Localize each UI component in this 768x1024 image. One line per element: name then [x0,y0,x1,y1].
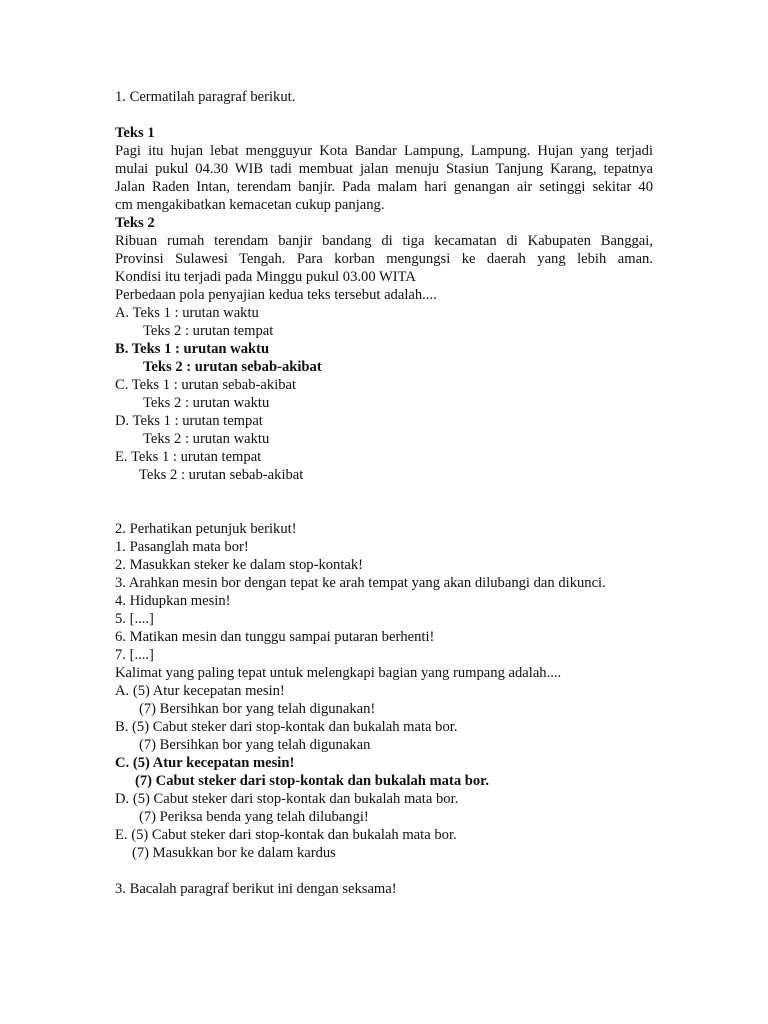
q2-intro: 2. Perhatikan petunjuk berikut! [115,521,297,537]
spacer [115,862,653,880]
q2-option-c-answer: C. (5) Atur kecepatan mesin! [115,755,295,771]
q1-option-d-sub: Teks 2 : urutan waktu [143,431,270,447]
q1-question: Perbedaan pola penyajian kedua teks tersebut adalah.... [115,287,437,303]
q2-step: 7. [....] [115,647,154,663]
spacer [115,484,653,502]
q2-option-c-answer-sub: (7) Cabut steker dari stop-kontak dan bukalah mata bor. [135,773,489,789]
q2-step: 5. [....] [115,611,154,627]
q2-option-e-sub: (7) Masukkan bor ke dalam kardus [132,845,336,861]
q1-teks1-line: Jalan Raden Intan, terendam banjir. Pada malam hari genangan air setinggi sekitar 40 [115,179,653,195]
q1-option-a: A. Teks 1 : urutan waktu [115,305,259,321]
q2-option-b-sub: (7) Bersihkan bor yang telah digunakan [139,737,371,753]
q1-teks1-title: Teks 1 [115,125,155,141]
q1-option-e-sub: Teks 2 : urutan sebab-akibat [139,467,304,483]
q1-option-d: D. Teks 1 : urutan tempat [115,413,263,429]
q2-step: 1. Pasanglah mata bor! [115,539,249,555]
q1-option-c-sub: Teks 2 : urutan waktu [143,395,270,411]
q1-teks1-line: Pagi itu hujan lebat mengguyur Kota Bandar Lampung, Lampung. Hujan yang terjadi [115,143,653,159]
q1-option-e: E. Teks 1 : urutan tempat [115,449,262,465]
q2-option-d-sub: (7) Periksa benda yang telah dilubangi! [139,809,369,825]
spacer [115,502,653,520]
q1-teks2-line: Kondisi itu terjadi pada Minggu pukul 03.00 WITA [115,269,416,285]
q2-option-a-sub: (7) Bersihkan bor yang telah digunakan! [139,701,376,717]
q1-teks2-line: Ribuan rumah terendam banjir bandang di tiga kecamatan di Kabupaten Banggai, [115,233,653,249]
document-content [115,88,653,898]
q1-teks1-line: cm mengakibatkan kemacetan cukup panjang. [115,197,385,213]
spacer [115,106,653,124]
q2-step: 6. Matikan mesin dan tunggu sampai putaran berhenti! [115,629,435,645]
q1-teks1-line: mulai pukul 04.30 WIB tadi membuat jalan menuju Stasiun Tanjung Karang, tepatnya [115,161,653,177]
q1-intro: 1. Cermatilah paragraf berikut. [115,89,296,105]
q2-option-d: D. (5) Cabut steker dari stop-kontak dan bukalah mata bor. [115,791,459,807]
q2-step: 4. Hidupkan mesin! [115,593,231,609]
q2-option-b: B. (5) Cabut steker dari stop-kontak dan bukalah mata bor. [115,719,458,735]
q2-option-e: E. (5) Cabut steker dari stop-kontak dan bukalah mata bor. [115,827,457,843]
q1-teks2-line: Provinsi Sulawesi Tengah. Para korban mengungsi ke daerah yang lebih aman. [115,251,653,267]
q2-step: 3. Arahkan mesin bor dengan tepat ke arah tempat yang akan dilubangi dan dikunci. [115,575,606,591]
q1-option-c: C. Teks 1 : urutan sebab-akibat [115,377,297,393]
q1-option-a-sub: Teks 2 : urutan tempat [143,323,274,339]
q2-option-a: A. (5) Atur kecepatan mesin! [115,683,285,699]
q1-option-b-answer-sub: Teks 2 : urutan sebab-akibat [143,359,322,375]
q3-intro: 3. Bacalah paragraf berikut ini dengan seksama! [115,881,397,897]
q2-step: 2. Masukkan steker ke dalam stop-kontak! [115,557,364,573]
q2-question: Kalimat yang paling tepat untuk melengkapi bagian yang rumpang adalah.... [115,665,562,681]
q1-option-b-answer: B. Teks 1 : urutan waktu [115,341,270,357]
q1-teks2-title: Teks 2 [115,215,155,231]
